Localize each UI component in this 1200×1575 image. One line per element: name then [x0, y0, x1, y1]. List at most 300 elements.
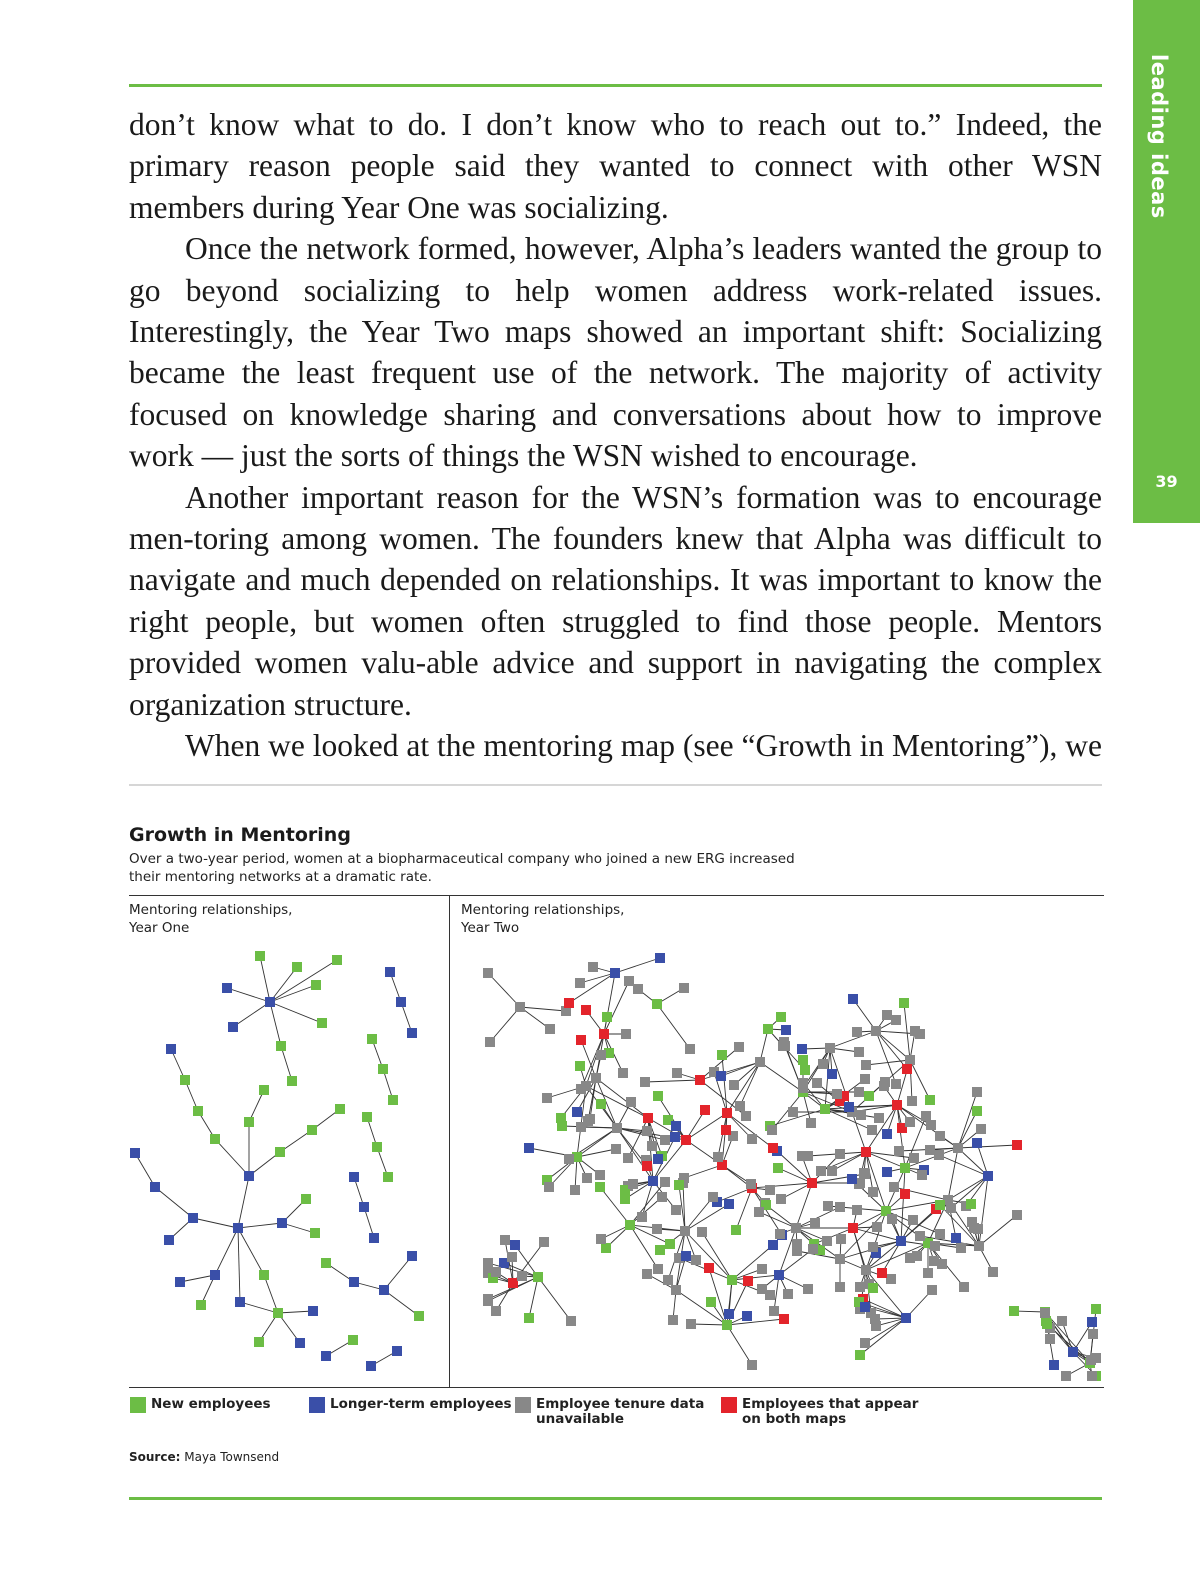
network-node — [349, 1172, 359, 1182]
network-node — [887, 1214, 897, 1224]
network-edge — [604, 1017, 607, 1034]
network-node — [946, 1203, 956, 1213]
network-edge — [653, 1140, 686, 1181]
network-edge — [520, 1007, 566, 1011]
network-edge — [897, 1105, 905, 1168]
network-edge — [817, 1083, 852, 1112]
network-edge — [1090, 1309, 1096, 1363]
network-node — [612, 1123, 622, 1133]
network-node — [844, 1102, 854, 1112]
network-node — [620, 1194, 630, 1204]
network-node — [359, 1202, 369, 1212]
network-edge — [803, 1092, 837, 1094]
network-edge — [601, 1225, 630, 1239]
network-edge — [606, 1225, 630, 1248]
network-node — [602, 1012, 612, 1022]
network-edge — [657, 988, 684, 1004]
network-node — [641, 1155, 651, 1165]
network-edge — [658, 1096, 686, 1140]
network-node — [734, 1042, 744, 1052]
network-edge — [1045, 1312, 1090, 1363]
network-edge — [326, 1340, 353, 1356]
network-edge — [948, 1200, 971, 1204]
network-node — [929, 1256, 939, 1266]
network-node — [640, 1077, 650, 1087]
legend-label: Employee tenure data unavailable — [536, 1396, 705, 1427]
network-edge — [951, 1176, 988, 1208]
network-edge — [505, 1240, 513, 1283]
network-edge — [866, 1270, 891, 1279]
top-rule — [129, 84, 1102, 87]
network-node — [259, 1270, 269, 1280]
network-edge — [860, 1270, 866, 1287]
network-edge — [736, 1188, 752, 1230]
network-edge — [625, 1181, 653, 1199]
network-node — [708, 1192, 718, 1202]
network-node — [882, 1129, 892, 1139]
panel-label-year-one: Mentoring relationships, Year One — [129, 902, 293, 936]
network-edge — [796, 1228, 797, 1244]
network-edge — [513, 1242, 544, 1283]
network-edge — [371, 1351, 397, 1366]
network-node — [660, 1135, 670, 1145]
network-edge — [240, 1302, 278, 1313]
network-node — [923, 1268, 933, 1278]
network-edge — [832, 1152, 866, 1171]
network-edge — [796, 1228, 820, 1250]
network-node — [712, 1197, 722, 1207]
network-node — [915, 1231, 925, 1241]
network-node — [310, 1228, 320, 1238]
network-edge — [676, 1256, 686, 1290]
network-edge — [899, 1148, 958, 1151]
network-edge — [686, 1110, 705, 1140]
network-node — [934, 1150, 944, 1160]
network-edge — [490, 1007, 520, 1042]
network-edge — [910, 1243, 928, 1258]
network-node — [623, 1181, 633, 1191]
network-node — [378, 1064, 388, 1074]
network-node — [791, 1223, 801, 1233]
network-node — [582, 1173, 592, 1183]
network-edge — [974, 1228, 979, 1246]
network-edge — [802, 1156, 812, 1183]
network-node — [892, 1100, 902, 1110]
network-edge — [866, 1060, 910, 1065]
network-edge — [825, 1109, 872, 1130]
network-edge — [796, 1223, 815, 1228]
network-edge — [840, 1241, 901, 1259]
network-node — [717, 1050, 727, 1060]
network-node — [788, 1107, 798, 1117]
network-node — [545, 1024, 555, 1034]
network-node — [763, 1024, 773, 1034]
network-node — [542, 1093, 552, 1103]
network-edge — [604, 981, 629, 1034]
figure-divider — [449, 896, 450, 1387]
network-edge — [901, 1200, 948, 1241]
network-edge — [685, 1231, 732, 1280]
network-edge — [876, 1031, 896, 1084]
network-node — [660, 1177, 670, 1187]
network-node — [855, 1304, 865, 1314]
network-node — [544, 1182, 554, 1192]
network-edge — [866, 1270, 871, 1313]
network-edge — [930, 1148, 958, 1150]
network-node — [674, 1180, 684, 1190]
network-edge — [617, 1128, 686, 1140]
network-edge — [966, 1176, 988, 1206]
network-edge — [803, 1092, 852, 1112]
network-edge — [562, 1126, 617, 1128]
network-edge — [722, 1165, 752, 1188]
network-edge — [581, 1040, 596, 1078]
network-node — [852, 1027, 862, 1037]
network-edge — [709, 1268, 727, 1325]
network-node — [657, 1192, 667, 1202]
network-node — [570, 1185, 580, 1195]
network-node — [765, 1185, 775, 1195]
network-edge — [249, 1152, 280, 1176]
network-edge — [860, 1270, 866, 1309]
network-edge — [581, 1034, 604, 1089]
network-node — [392, 1346, 402, 1356]
network-node — [961, 1201, 971, 1211]
network-node — [722, 1108, 732, 1118]
network-node — [483, 1296, 493, 1306]
network-edge — [596, 1034, 604, 1078]
network-edge — [700, 1047, 739, 1080]
network-edge — [1073, 1352, 1096, 1376]
network-edge — [875, 1318, 906, 1319]
network-node — [761, 1200, 771, 1210]
network-edge — [702, 1232, 732, 1280]
network-edge — [575, 1157, 577, 1190]
network-node — [760, 1198, 770, 1208]
network-edge — [797, 1251, 840, 1259]
network-node — [679, 983, 689, 993]
network-edge — [577, 1078, 596, 1112]
network-node — [1087, 1371, 1097, 1381]
network-edge — [939, 1155, 988, 1176]
network-node — [812, 1078, 822, 1088]
network-node — [891, 1079, 901, 1089]
network-edge — [668, 1231, 685, 1280]
network-edge — [596, 1078, 648, 1118]
network-node — [868, 1242, 878, 1252]
network-node — [902, 1064, 912, 1074]
network-edge — [577, 1157, 587, 1178]
network-node — [923, 1238, 933, 1248]
network-node — [175, 1277, 185, 1287]
network-node — [407, 1028, 417, 1038]
network-edge — [717, 1188, 752, 1202]
network-edge — [604, 1034, 623, 1073]
network-node — [166, 1044, 176, 1054]
network-edge — [762, 1275, 779, 1289]
network-node — [854, 1179, 864, 1189]
network-node — [930, 1241, 940, 1251]
network-edge — [364, 1207, 374, 1238]
network-edge — [312, 1109, 340, 1130]
network-node — [663, 1275, 673, 1285]
network-edge — [642, 1181, 653, 1217]
network-node — [653, 1264, 663, 1274]
network-edge — [780, 1228, 796, 1234]
network-edge — [803, 1092, 825, 1109]
network-node — [776, 1012, 786, 1022]
network-node — [872, 1222, 882, 1232]
network-node — [483, 968, 493, 978]
network-node — [483, 1294, 493, 1304]
section-tab — [1133, 0, 1200, 523]
network-node — [909, 1153, 919, 1163]
network-edge — [270, 1002, 322, 1023]
network-edge — [865, 1318, 906, 1343]
network-node — [1009, 1306, 1019, 1316]
network-edge — [727, 1280, 732, 1325]
network-node — [976, 1124, 986, 1134]
network-node — [624, 976, 634, 986]
network-edge — [569, 1128, 617, 1159]
network-edge — [727, 1113, 773, 1148]
network-node — [713, 1152, 723, 1162]
network-edge — [586, 1078, 596, 1086]
network-node — [879, 1081, 889, 1091]
network-node — [880, 1077, 890, 1087]
network-edge — [496, 1283, 513, 1311]
network-node — [839, 1091, 849, 1101]
network-node — [596, 1050, 606, 1060]
network-edge — [940, 1205, 979, 1246]
network-edge — [853, 1228, 866, 1270]
network-node — [815, 1245, 825, 1255]
network-edge — [676, 1290, 727, 1325]
network-node — [768, 1143, 778, 1153]
network-node — [894, 1146, 904, 1156]
network-node — [912, 1251, 922, 1261]
network-edge — [645, 1080, 700, 1082]
network-edge — [977, 1143, 988, 1176]
network-edge — [825, 1096, 844, 1109]
network-node — [1012, 1210, 1022, 1220]
network-edge — [840, 1239, 841, 1259]
network-node — [564, 998, 574, 1008]
network-edge — [198, 1111, 215, 1139]
network-edge — [617, 1128, 647, 1166]
network-node — [652, 999, 662, 1009]
network-edge — [897, 1105, 910, 1122]
network-node — [816, 1166, 826, 1176]
network-edge — [581, 1127, 617, 1128]
network-node — [255, 951, 265, 961]
source-label: Source: — [129, 1450, 181, 1464]
network-edge — [828, 1206, 886, 1211]
network-edge — [760, 1062, 803, 1092]
network-node — [835, 1202, 845, 1212]
network-node — [681, 1135, 691, 1145]
network-edge — [860, 1318, 906, 1355]
network-node — [735, 1101, 745, 1111]
network-edge — [859, 1152, 866, 1184]
network-edge — [238, 1228, 264, 1275]
network-node — [797, 1044, 807, 1054]
network-edge — [259, 1313, 278, 1342]
network-node — [908, 1215, 918, 1225]
network-edge — [772, 1092, 803, 1130]
network-node — [539, 1237, 549, 1247]
legend-swatch-blue — [309, 1397, 325, 1413]
network-edge — [863, 1299, 906, 1318]
network-node — [765, 1290, 775, 1300]
network-node — [868, 1283, 878, 1293]
section-label: leading ideas — [1147, 54, 1171, 219]
network-edge — [886, 1211, 940, 1234]
network-node — [972, 1138, 982, 1148]
network-node — [854, 1087, 864, 1097]
network-edge — [906, 1290, 932, 1318]
network-edge — [512, 1257, 513, 1283]
network-edge — [869, 1060, 910, 1096]
network-edge — [948, 1200, 956, 1238]
network-edge — [886, 1211, 901, 1241]
network-edge — [853, 1228, 869, 1284]
network-edge — [185, 1080, 198, 1111]
network-edge — [590, 1078, 596, 1119]
network-edge — [866, 1152, 873, 1192]
network-node — [396, 997, 406, 1007]
network-edge — [577, 1128, 617, 1157]
network-edge — [852, 1082, 885, 1112]
network-edge — [727, 1062, 760, 1113]
network-node — [861, 1265, 871, 1275]
network-node — [772, 1146, 782, 1156]
network-node — [921, 1111, 931, 1121]
network-edge — [685, 1231, 696, 1260]
network-node — [188, 1213, 198, 1223]
network-node — [765, 1121, 775, 1131]
network-edge — [488, 1273, 513, 1283]
network-node — [244, 1117, 254, 1127]
legend-swatch-green — [130, 1397, 146, 1413]
network-node — [679, 1173, 689, 1183]
network-edge — [171, 1049, 185, 1080]
network-node — [196, 1300, 206, 1310]
network-node — [900, 1163, 910, 1173]
network-edge — [897, 1105, 958, 1148]
network-node — [610, 968, 620, 978]
network-node — [820, 1104, 830, 1114]
network-node — [899, 998, 909, 1008]
network-node — [362, 1112, 372, 1122]
figure-separator — [129, 784, 1102, 786]
network-edge — [676, 1231, 685, 1290]
network-edge — [691, 1324, 727, 1325]
network-node — [576, 1122, 586, 1132]
network-edge — [876, 1031, 920, 1034]
network-node — [943, 1195, 953, 1205]
network-edge — [601, 1104, 617, 1128]
network-node — [604, 1048, 614, 1058]
network-node — [800, 1065, 810, 1075]
network-node — [670, 1132, 680, 1142]
network-edge — [677, 1073, 700, 1080]
network-node — [576, 1084, 586, 1094]
network-edge — [718, 1113, 727, 1157]
network-edge — [384, 1256, 412, 1290]
network-node — [1057, 1316, 1067, 1326]
network-node — [301, 1194, 311, 1204]
network-node — [854, 1047, 864, 1057]
legend-tenure-unavailable — [515, 1397, 704, 1427]
network-edge — [580, 973, 615, 983]
legend-longer-term-employees — [309, 1397, 512, 1413]
network-node — [927, 1285, 937, 1295]
network-node — [855, 1282, 865, 1292]
network-edge — [865, 1307, 906, 1318]
network-edge — [866, 1243, 928, 1270]
network-edge — [979, 1176, 988, 1246]
network-edge — [215, 1139, 249, 1176]
network-edge — [727, 1281, 748, 1325]
bottom-rule — [129, 1497, 1102, 1500]
paragraph-3: Another important reason for the WSN’s formation was to encourage men-toring among women. The founders knew that Alpha was difficult to navigate and much depended on relationships. It was important to know the right people, but women often struggled to find those people. Mentors provided women valu-able advice and support in navigating the complex organization structure. — [129, 479, 1102, 722]
network-edge — [866, 1152, 905, 1168]
network-edge — [979, 1246, 993, 1272]
network-node — [222, 983, 232, 993]
network-node — [164, 1235, 174, 1245]
network-node — [643, 1113, 653, 1123]
network-node — [792, 1246, 802, 1256]
network-edge — [488, 1277, 538, 1299]
network-edge — [617, 1128, 665, 1140]
network-edge — [596, 1055, 601, 1078]
network-edge — [1073, 1322, 1092, 1352]
network-node — [321, 1351, 331, 1361]
network-edge — [864, 1152, 866, 1173]
network-node — [806, 1118, 816, 1128]
network-edge — [270, 985, 316, 1002]
network-node — [700, 1105, 710, 1115]
network-node — [653, 1091, 663, 1101]
network-edge — [628, 1118, 648, 1158]
network-node — [308, 1306, 318, 1316]
network-edge — [354, 1177, 364, 1207]
network-edge — [488, 973, 520, 1007]
network-edge — [401, 1002, 412, 1033]
network-edge — [979, 1215, 1017, 1246]
network-edge — [803, 1083, 825, 1109]
network-node — [510, 1240, 520, 1250]
network-node — [657, 1151, 667, 1161]
network-node — [1087, 1317, 1097, 1327]
network-edge — [711, 1302, 727, 1325]
network-node — [414, 1311, 424, 1321]
network-edge — [673, 1290, 676, 1320]
network-node — [780, 1041, 790, 1051]
network-node — [595, 1182, 605, 1192]
network-node — [276, 1041, 286, 1051]
network-node — [864, 1091, 874, 1101]
network-node — [746, 1179, 756, 1189]
network-edge — [684, 1165, 722, 1178]
network-node — [972, 1106, 982, 1116]
network-edge — [802, 1048, 830, 1049]
network-node — [665, 1239, 675, 1249]
network-node — [871, 1248, 881, 1258]
network-edge — [779, 1249, 813, 1275]
network-node — [1049, 1360, 1059, 1370]
